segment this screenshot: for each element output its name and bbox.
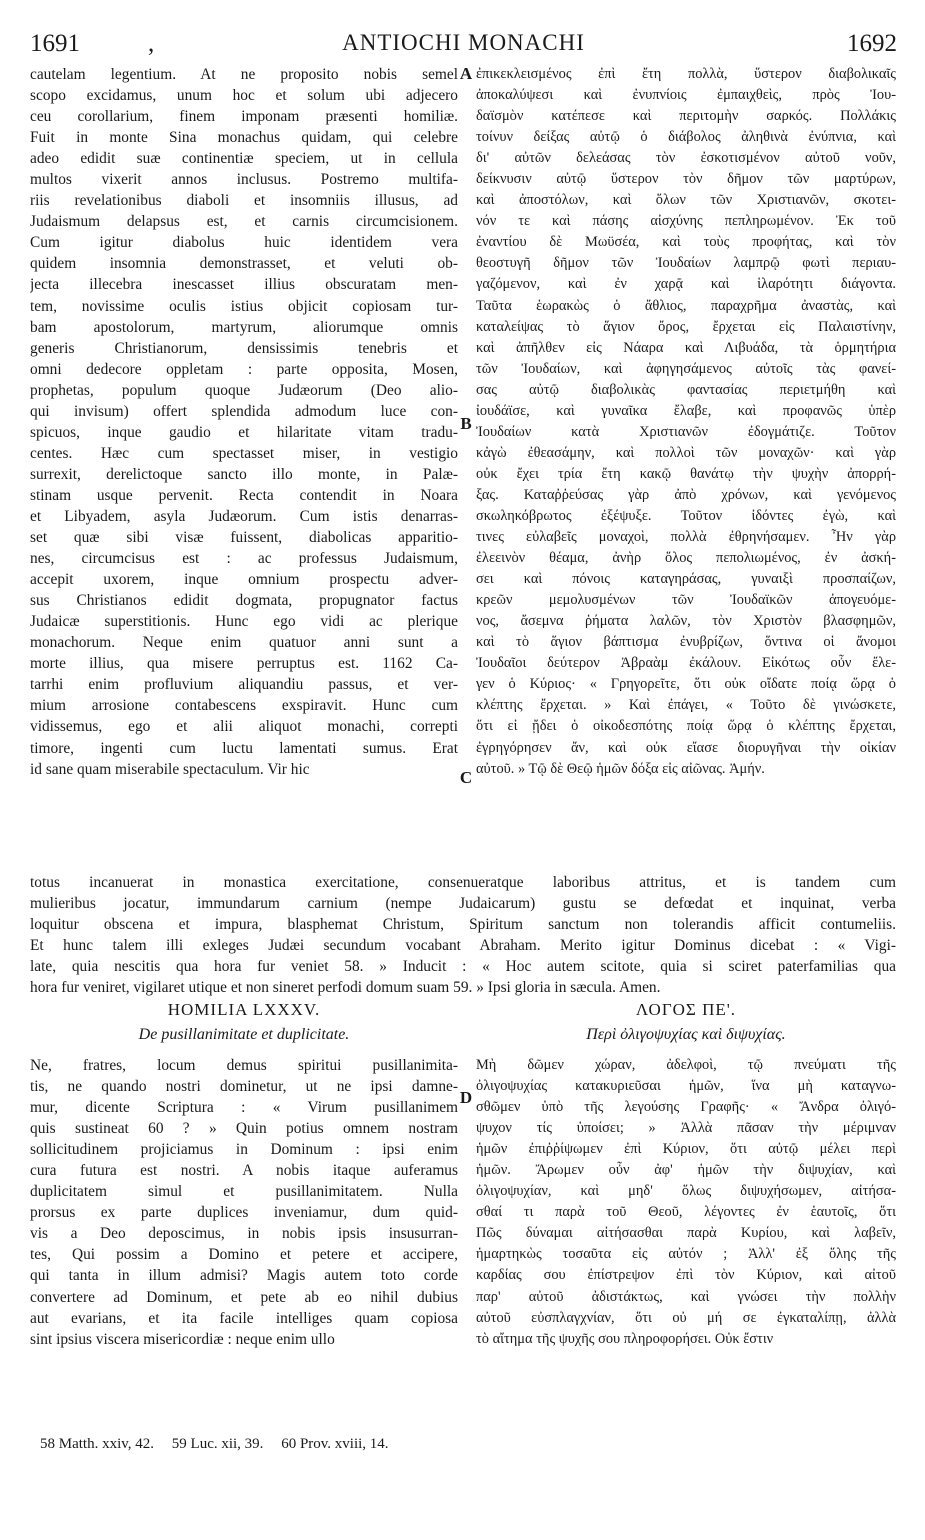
text-line: tarrhi enim profluvium aliquandiu passus, et ver- bbox=[30, 676, 458, 694]
footnote: 59 Luc. xii, 39. bbox=[171, 1436, 264, 1452]
text-line: σκωληκόβρωτος ἐξέψυξε. Τοῦτον ἰδόντες ἐγὼ, καὶ bbox=[476, 507, 896, 524]
text-line: τῶν Ἰουδαίων, καὶ ἀφηγησάμενος αὐτοῖς τὰς φανεί- bbox=[476, 360, 896, 377]
text-line: ἐπικεκλεισμένος ἐπὶ ἔτη πολλὰ, ὕστερον διαβολικαῖς bbox=[476, 66, 896, 82]
text-line: tis, ne quando nostri dominetur, ut ne ipsi damne- bbox=[30, 1078, 458, 1096]
text-line: σθῶμεν ὑπὸ τῆς λεγούσης Γραφῆς· « Ἄνδρα ὀλιγό- bbox=[476, 1099, 896, 1116]
text-line: Ne, fratres, locum demus spiritui pusillanimita- bbox=[30, 1057, 458, 1074]
text-line: quidem insomnia demonstrasset, et veluti ob- bbox=[30, 255, 458, 273]
running-head-comma: , bbox=[148, 30, 155, 57]
text-line: vidissemus, ego et alii aliquot monachi, correpti bbox=[30, 718, 458, 736]
page-number-right: 1692 bbox=[847, 30, 897, 57]
text-line: δι' αὐτῶν δελεάσας τὸν ἐσκοτισμένον αὐτοῦ νοῦν, bbox=[476, 150, 896, 167]
text-line: δείκνυσιν αὐτῷ ὕστερον τὸν δῆμον τῶν μαρτύρων, bbox=[476, 171, 896, 188]
text-line: ὀλιγοψυχίαν, καὶ μηδ' ὅλως διψυχήσωμεν, αἰτήσα- bbox=[476, 1183, 896, 1200]
text-line: scopo excidamus, unum hoc et solum ubi adjecero bbox=[30, 87, 458, 105]
text-line: sollicitudinem projiciamus in Dominum : ipsi enim bbox=[30, 1141, 458, 1159]
text-line: γεν ὁ Κύριος· « Γρηγορεῖτε, ὅτι οὐκ οἴδατε ποίᾳ ὥρᾳ ὁ bbox=[476, 676, 896, 693]
text-line: sus Christianos edidit dogmata, propugnator factus bbox=[30, 592, 458, 610]
text-line: καὶ τὸ ἅγιον βάπτισμα ἐνυβρίζων, ὅντινα οἱ ἄνομοι bbox=[476, 634, 896, 651]
text-line: surrexit, derelictoque sancto illo monte, in Palæ- bbox=[30, 465, 458, 483]
text-line: τὸ αἴτημα τῆς ψυχῆς σου πληροφορήσει. Οὐκ ἔστιν bbox=[476, 1330, 774, 1347]
text-line: mium arrosione contabescens exspiravit. Hunc cum bbox=[30, 697, 458, 715]
text-line: Judaismum delapsus est, et carnis circumcisionem. bbox=[30, 213, 458, 231]
text-line: ἐναντίου δὲ Μωϋσέα, καὶ τοὺς προφήτας, καὶ τὸν bbox=[476, 234, 896, 251]
text-line: adeo edidit suæ continentiæ speciem, ut in cellula bbox=[30, 150, 458, 168]
greek-column-bottom bbox=[476, 1055, 896, 1350]
text-line: καρδίας σου ἐπίστρεψον ἐπὶ τὸν Κύριον, καὶ αἰτοῦ bbox=[476, 1267, 896, 1284]
text-line: sint ipsius viscera misericordiæ : neque enim ullo bbox=[30, 1330, 335, 1348]
text-line: stinam usque pervenit. Recta contendit in Noara bbox=[30, 486, 458, 504]
text-line: ὅτι εἰ ᾔδει ὁ οἰκοδεσπότης ποίᾳ ὥρᾳ ὁ κλέπτης ἔρχεται, bbox=[476, 718, 896, 735]
text-line: οὐκ ἔχει τρία ἔτη κακῷ θανάτῳ τὴν ψυχὴν ἀπορρή- bbox=[476, 465, 896, 482]
text-line: ἡμῶν. Ἄρωμεν οὖν ἀφ' ἡμῶν τὴν διψυχίαν, καὶ bbox=[476, 1162, 896, 1179]
text-line: cura futura est nostri. A nobis itaque auferamus bbox=[30, 1162, 458, 1180]
text-line: mur, dicente Scriptura : « Virum pusillanimem bbox=[30, 1099, 458, 1117]
text-line: Μὴ δῶμεν χώραν, ἀδελφοὶ, τῷ πνεύματι τῆς bbox=[476, 1057, 896, 1073]
text-line: κἀγὼ ἐθεασάμην, καὶ πολλοὶ τῶν μοναχῶν· καὶ γὰρ bbox=[476, 444, 896, 461]
text-line: κλέπτης ἔρχεται. » Καὶ ἐπάγει, « Τοῦτο δὲ γινώσκετε, bbox=[476, 697, 896, 714]
greek-homily-subtitle: Περὶ ὀλιγοψυχίας καὶ διψυχίας. bbox=[586, 1026, 786, 1043]
text-line: aut evarians, et ita facile intelliges quam copiosa bbox=[30, 1309, 458, 1327]
footnotes bbox=[40, 1436, 403, 1453]
latin-column-bottom bbox=[30, 1055, 458, 1350]
text-line: ἡμαρτηκὼς τοσαῦτα εἰς αὐτόν ; Ἀλλ' ἐξ ὅλης τῆς bbox=[476, 1246, 896, 1263]
running-head bbox=[30, 30, 897, 60]
text-line: ἡμῶν ἐπιῤῥίψωμεν ἐπὶ Κύριον, ὅτι αὐτῷ μέλει περὶ bbox=[476, 1141, 896, 1158]
text-line: Judaicæ superstitionis. Hunc ego vidi ac plerique bbox=[30, 613, 458, 631]
latin-homily-subtitle: De pusillanimitate et duplicitate. bbox=[138, 1026, 350, 1043]
text-line: τοίνυν δείξας αὐτῷ ὁ διάβολος ἀληθινὰ ἐνύπνια, καὶ bbox=[476, 129, 896, 146]
text-line: ἰουδάϊσε, καὶ γυναῖκα ἔλαβε, καὶ προφανῶς ὑπὲρ bbox=[476, 402, 896, 419]
text-line: γαζόμενον, καὶ ἐν χαρᾷ καὶ ἱλαρότητι διάγοντα. bbox=[476, 276, 896, 293]
text-line: prorsus ex parte duplices inveniamur, dum quid- bbox=[30, 1204, 458, 1222]
text-line: spicuos, inque gaudio et hilaritate vitam tradu- bbox=[30, 423, 458, 441]
text-line: παρ' αὐτοῦ ἀδιστάκτως, καὶ γνώσει τὴν πολλὴν bbox=[476, 1288, 896, 1305]
greek-homily-title: ΛΟΓΟΣ ΠΕ'. bbox=[635, 1000, 737, 1019]
text-line: τινες εὐλαβεῖς μοναχοὶ, πολλὰ ἐθρηνήσαμεν. Ἦν γὰρ bbox=[476, 529, 896, 546]
latin-homily-title: HOMILIA LXXXV. bbox=[167, 1000, 321, 1019]
latin-column-top bbox=[30, 64, 458, 780]
text-line: cautelam legentium. At ne proposito nobis semel bbox=[30, 66, 458, 83]
text-line: multos vixerit annos inclusus. Postremo multifa- bbox=[30, 171, 458, 189]
text-line: Cum igitur diabolus huic identidem vera bbox=[30, 234, 458, 252]
running-title: ANTIOCHI MONACHI bbox=[342, 30, 585, 55]
text-line: δαϊσμὸν κατέπεσε καὶ περιτομὴν σαρκός. Πολλάκις bbox=[476, 108, 896, 125]
text-line: mulieribus jocatur, immundarum carnium (nempe Judaicarum) gustu se defœdat et inquinat, verba bbox=[30, 895, 896, 913]
text-line: σει καὶ πόνοις καταγηράσας, γυναιξὶ προσπαίζων, bbox=[476, 571, 896, 588]
text-line: νος, ἄσεμνα ῥήματα λαλῶν, τὸν Χριστὸν βλασφημῶν, bbox=[476, 613, 896, 630]
text-line: prophetas, populum quoque Judæorum (Deo alio- bbox=[30, 381, 458, 399]
text-line: ψυχον τίς ὑποίσει; » Ἀλλὰ πᾶσαν τὴν μέριμναν bbox=[476, 1120, 896, 1137]
text-line: quis sustineat 60 ? » Quin potius omnem nostram bbox=[30, 1120, 458, 1138]
text-line: qui invisum) offert splendida admodum luce con- bbox=[30, 402, 458, 420]
text-line: καὶ ἀποστόλων, καὶ ὅλων τῶν Χριστιανῶν, σκοτει- bbox=[476, 192, 896, 209]
text-line: αὐτοῦ εὐσπλαγχνίαν, ὅτι οὐ μή σε ἐγκαταλίπῃ, ἀλλὰ bbox=[476, 1309, 896, 1326]
text-line: ἀποκαλύψεσι καὶ ἐνυπνίοις ἐμπαιχθεὶς, πρὸς Ἰου- bbox=[476, 87, 896, 104]
text-line: loquitur obscena et impura, blasphemat Christum, Spiritum sanctum non tolerandis afficit contumeliis. bbox=[30, 916, 896, 934]
text-line: Et hunc talem illi exleges Judæi secundum vocabant Abraham. Merito igitur Dominus dicebat : « Vigi- bbox=[30, 937, 896, 955]
text-line: Fuit in monte Sina monachus quidam, qui celebre bbox=[30, 129, 458, 147]
text-line: id sane quam miserabile spectaculum. Vir hic bbox=[30, 760, 310, 778]
text-line: ceu corollarium, finem imponam præsenti homiliæ. bbox=[30, 108, 458, 126]
text-line: riis revelationibus diaboli et insomniis illusus, ad bbox=[30, 192, 458, 210]
text-line: late, quia nescitis qua hora fur veniet 58. » Inducit : « Hoc autem scitote, quia si sciret paterfamilias qua bbox=[30, 958, 896, 976]
text-line: convertere ad Dominum, et pete ab eo nihil dubius bbox=[30, 1288, 458, 1306]
text-line: θεοστυγῆ δῆμον τῶν Ἰουδαίων λαμπρῷ φωτὶ περιαυ- bbox=[476, 255, 896, 272]
text-line: Πῶς δύναμαι αἰτήσασθαι παρὰ Κυρίου, καὶ λαβεῖν, bbox=[476, 1225, 896, 1242]
text-line: Ἰουδαῖοι δεύτερον Ἀβραὰμ ἐκάλουν. Εἰκότως οὖν ἔλε- bbox=[476, 655, 896, 672]
text-line: nes, circumcisus est : ac professus Judaismum, bbox=[30, 550, 458, 568]
text-line: et Libyadem, asyla Judæorum. Cum istis denarras- bbox=[30, 507, 458, 525]
text-line: tem, novissime oculis istius objicit copiosam tur- bbox=[30, 297, 458, 315]
text-line: monachorum. Neque enim quatuor anni sunt a bbox=[30, 634, 458, 652]
text-line: αὐτοῦ. » Τῷ δὲ Θεῷ ἡμῶν δόξα εἰς αἰῶνας. Ἀμήν. bbox=[476, 760, 765, 777]
text-line: vis a Deo deposcimus, in nobis ipsis insusurran- bbox=[30, 1225, 458, 1243]
text-line: omni dedecore oppletam : parte opposita, Mosen, bbox=[30, 360, 458, 378]
text-line: κρεῶν μεμολυσμένων τῶν Ἰουδαϊκῶν ἀπογευόμε- bbox=[476, 592, 896, 609]
text-line: ξας. Καταῤῥεύσας γὰρ ἀπὸ χρόνων, καὶ γενόμενος bbox=[476, 486, 896, 503]
text-line: ὀλιγοψυχίας κατακυριεῦσαι ἡμῶν, ἵνα μὴ καταγνω- bbox=[476, 1078, 896, 1095]
page-number-left: 1691 bbox=[30, 30, 80, 57]
text-line: set quæ sibi visæ fuissent, diabolicas apparitio- bbox=[30, 529, 458, 547]
text-line: καταλείψας τὸ ἅγιον ὄρος, ἔρχεται εἰς Παλαιστίνην, bbox=[476, 318, 896, 335]
text-line: νόν τε καὶ πάσης αἰσχύνης πεπληρωμένον. Ἐκ τοῦ bbox=[476, 213, 896, 230]
text-line: ἐγρηγόρησεν ἄν, καὶ οὐκ εἴασε διορυγῆναι τὴν οἰκίαν bbox=[476, 739, 896, 756]
text-line: accepit uxorem, inque omnium prospectu adver- bbox=[30, 571, 458, 589]
text-line: totus incanuerat in monastica exercitatione, consenueratque laboribus attritus, et is tandem cum bbox=[30, 874, 896, 891]
margin-marker-c: C bbox=[459, 768, 473, 787]
text-line: σας αὐτῷ διαβολικὰς φαντασίας περιετμήθη καὶ bbox=[476, 381, 896, 398]
margin-marker-b: B bbox=[460, 414, 472, 433]
full-width-text bbox=[30, 872, 896, 998]
text-line: Ταῦτα ἑωρακὼς ὁ ἄθλιος, παραχρῆμα ἀναστὰς, καὶ bbox=[476, 297, 896, 314]
text-line: bam apostolorum, martyrum, aliorumque omnis bbox=[30, 318, 458, 336]
text-line: hora fur veniret, vigilaret utique et non sineret perfodi domum suam 59. » Ipsi gloria in sæcula. Amen. bbox=[30, 979, 661, 997]
text-line: morte illius, qua misere perruptus est. 1162 Ca- bbox=[30, 655, 458, 673]
margin-marker-a: A bbox=[459, 64, 473, 83]
text-line: ἐλεεινὸν θέαμα, ἀνὴρ ὅλος πεπολιωμένος, ἐν ἀσκή- bbox=[476, 550, 896, 567]
text-line: generis Christianorum, densissimis tenebris et bbox=[30, 339, 458, 357]
text-line: duplicitatem simul et pusillanimitatem. Nulla bbox=[30, 1183, 458, 1201]
text-line: jecta illecebra inescasset illius obscuratam men- bbox=[30, 276, 458, 294]
text-line: tes, Qui possim a Domino et petere et accipere, bbox=[30, 1246, 458, 1264]
footnote: 58 Matth. xxiv, 42. bbox=[40, 1436, 155, 1452]
footnote: 60 Prov. xviii, 14. bbox=[281, 1436, 389, 1452]
text-line: καὶ ἀπῆλθεν εἰς Νάαρα καὶ Λιβυάδα, τὰ ὁρμητήρια bbox=[476, 339, 896, 356]
text-line: qui tanta in illum admisi? Magis autem toto corde bbox=[30, 1267, 458, 1285]
text-line: timore, ingenti cum luctu lamentati sumus. Erat bbox=[30, 739, 458, 757]
text-line: σθαί τι παρὰ τοῦ Θεοῦ, λέγοντες ἐν ἑαυτοῖς, ὅτι bbox=[476, 1204, 896, 1221]
margin-marker-d: D bbox=[459, 1088, 473, 1107]
text-line: centes. Hæc cum spectasset miser, in vestigio bbox=[30, 444, 458, 462]
text-line: Ἰουδαίων κατὰ Χριστιανῶν ἐδογμάτιζε. Τοῦτον bbox=[476, 423, 896, 440]
greek-column-top bbox=[476, 64, 896, 780]
